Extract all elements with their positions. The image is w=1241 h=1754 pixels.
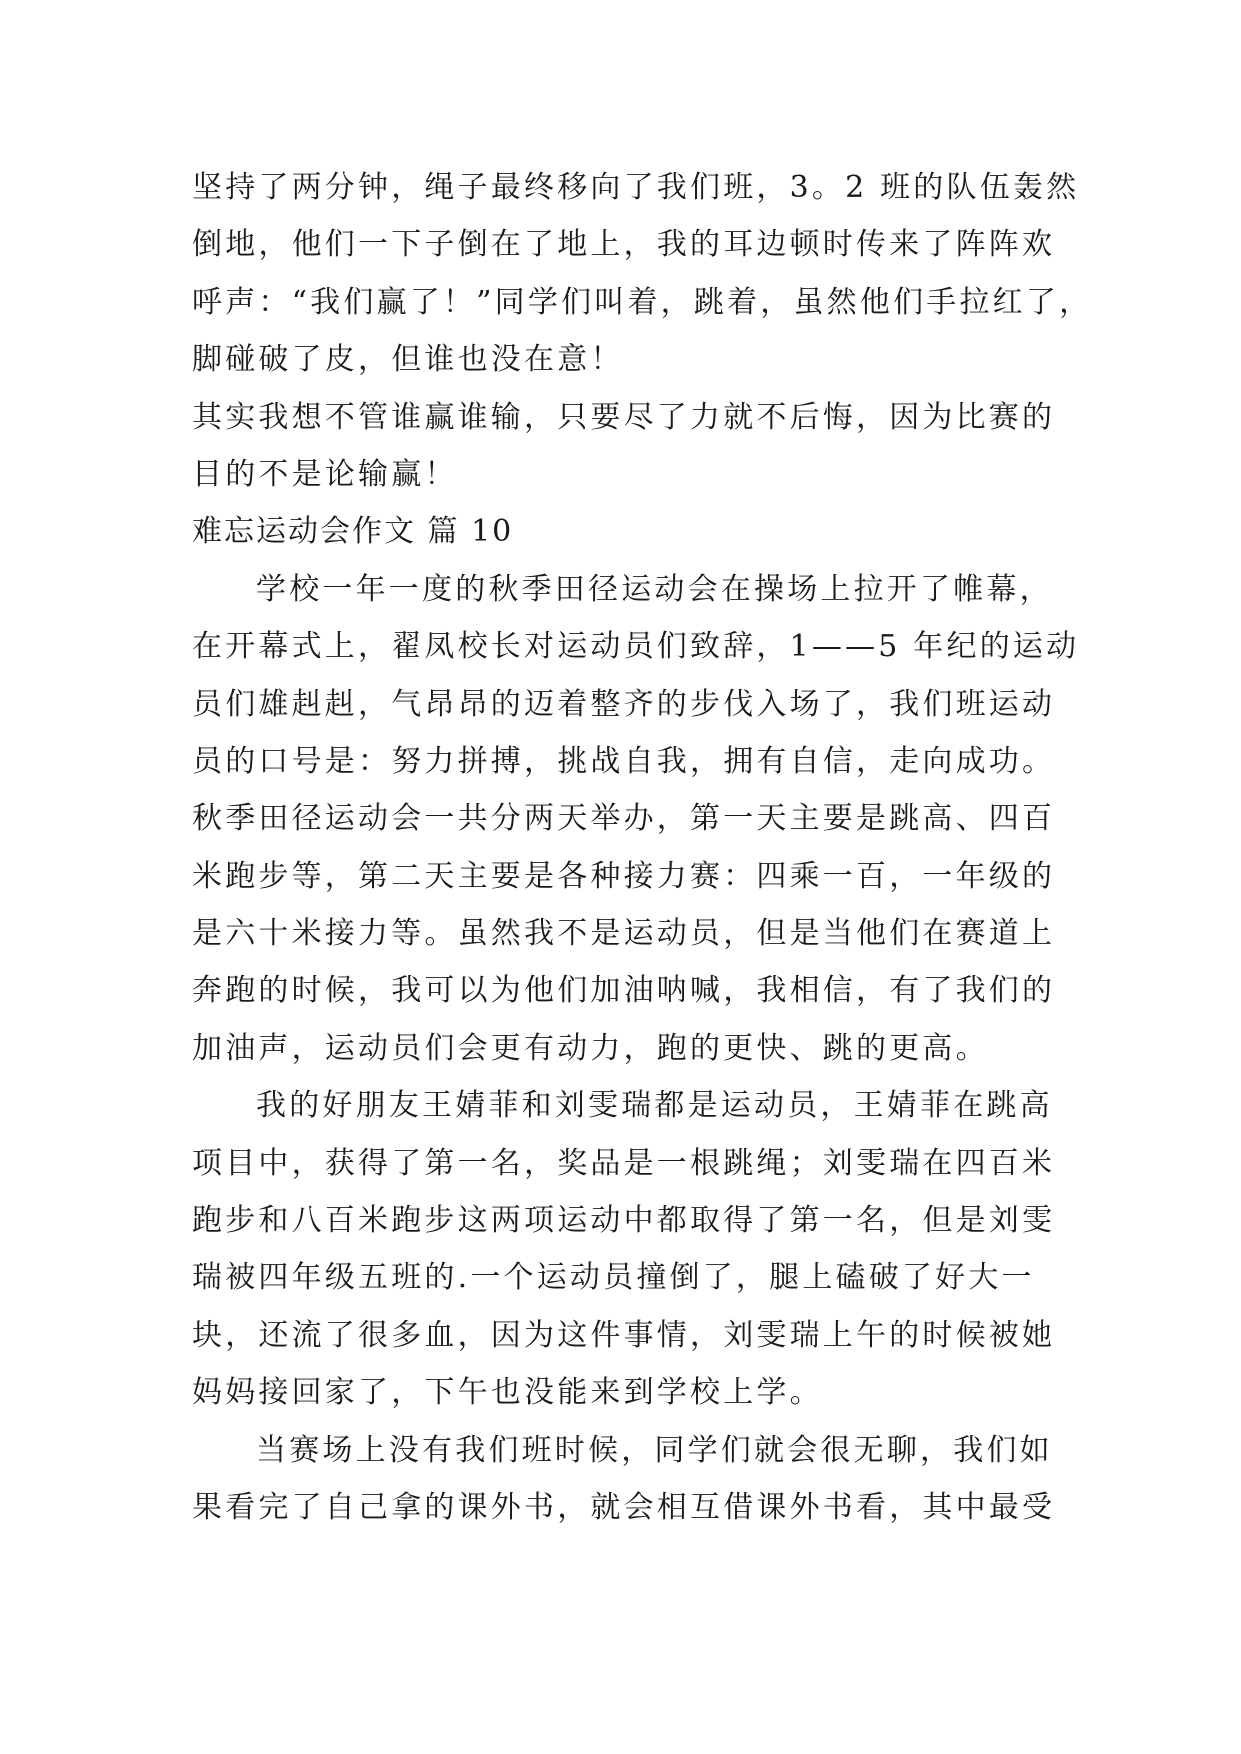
text-line: 其实我想不管谁赢谁输，只要尽了力就不后悔，因为比赛的 [192,399,1056,435]
text-line: 项目中，获得了第一名，奖品是一根跳绳；刘雯瑞在四百米 [192,1145,1056,1181]
text-line: 果看完了自己拿的课外书，就会相互借课外书看，其中最受 [192,1489,1056,1525]
text-line: 块，还流了很多血，因为这件事情，刘雯瑞上午的时候被她 [192,1317,1056,1353]
text-line: 瑞被四年级五班的.一个运动员撞倒了，腿上磕破了好大一 [192,1260,1035,1296]
text-line: 是六十米接力等。虽然我不是运动员，但是当他们在赛道上 [192,916,1056,952]
text-line: 脚碰破了皮，但谁也没在意！ [192,342,624,378]
text-line: 目的不是论输赢！ [192,456,458,492]
text-line: 加油声，运动员们会更有动力，跑的更快、跳的更高。 [192,1030,989,1066]
text-line: 在开幕式上，翟凤校长对运动员们致辞，1——5 年纪的运动 [192,629,1080,665]
text-line: 秋季田径运动会一共分两天举办，第一天主要是跳高、四百 [192,801,1056,837]
text-line: 呼声：“我们赢了！”同学们叫着，跳着，虽然他们手拉红了， [192,284,1093,320]
text-line: 员们雄赳赳，气昂昂的迈着整齐的步伐入场了，我们班运动 [192,686,1056,722]
text-line: 坚持了两分钟，绳子最终移向了我们班，3。2 班的队伍轰然 [192,170,1080,205]
text-line: 员的口号是：努力拼搏，挑战自我，拥有自信，走向成功。 [192,743,1056,779]
section-heading: 难忘运动会作文 篇 10 [192,514,514,550]
essay-body [192,159,1092,1536]
text-line: 妈妈接回家了，下午也没能来到学校上学。 [192,1375,823,1411]
paragraph-first-line: 学校一年一度的秋季田径运动会在操场上拉开了帷幕， [256,571,1053,607]
text-line: 跑步和八百米跑步这两项运动中都取得了第一名，但是刘雯 [192,1203,1056,1239]
text-line: 倒地，他们一下子倒在了地上，我的耳边顿时传来了阵阵欢 [192,227,1056,263]
text-line: 米跑步等，第二天主要是各种接力赛：四乘一百，一年级的 [192,858,1056,894]
paragraph-first-line: 当赛场上没有我们班时候，同学们就会很无聊，我们如 [256,1432,1053,1468]
paragraph-first-line: 我的好朋友王婧菲和刘雯瑞都是运动员，王婧菲在跳高 [256,1088,1053,1124]
text-line: 奔跑的时候，我可以为他们加油呐喊，我相信，有了我们的 [192,973,1056,1009]
